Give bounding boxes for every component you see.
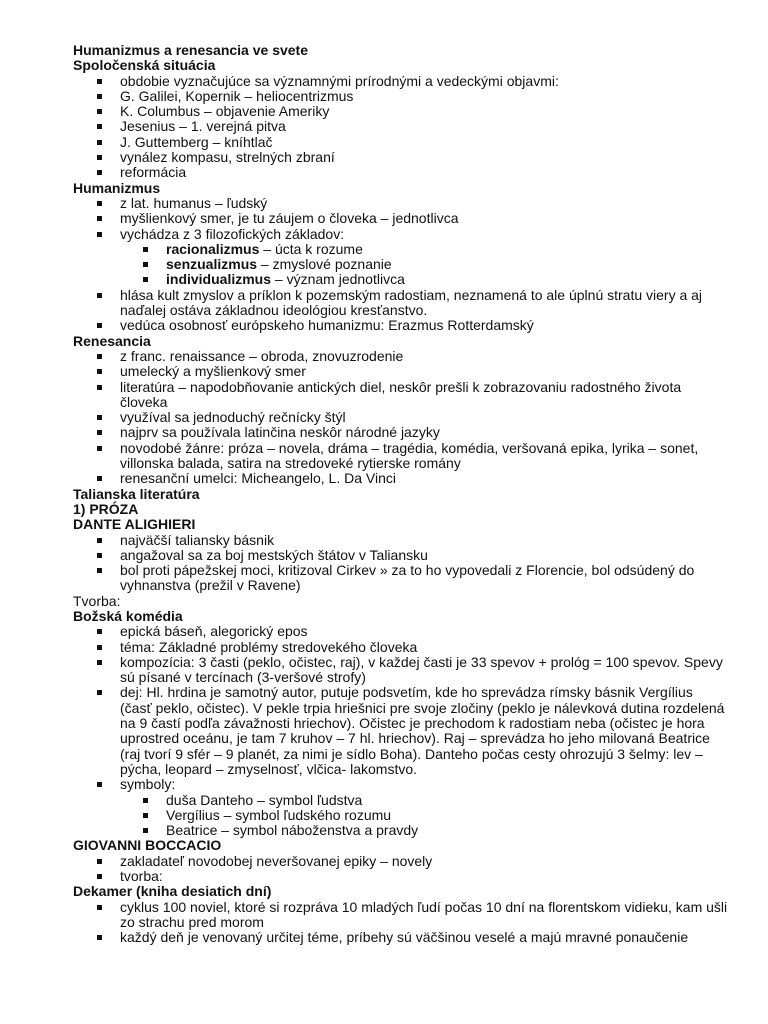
list-item: J. Guttemberg – kníhtlač [73,135,728,150]
boccaccio-list [73,854,728,885]
work-title-decameron: Dekamer (kniha desiatich dní) [73,883,272,900]
humanism-list-2 [73,288,728,334]
list-item: každý deň je venovaný určitej téme, príbehy sú väčšinou veselé a majú mravné ponaučenie [73,930,728,945]
list-item: symboly: [73,777,728,792]
list-item: hlása kult zmyslov a príklon k pozemským radostiam, neznamená to ale úplnú stratu viery a aj naďalej ostáva základnou ideológiou kresťanstvo. [73,288,728,319]
list-item: umelecký a myšlienkový smer [73,364,728,379]
section-heading-social: Spoločenská situácia [73,57,216,74]
list-item: Jesenius – 1. verejná pitva [73,119,728,134]
list-item: zakladateľ novodobej neveršovanej epiky – novely [73,854,728,869]
list-item: G. Galilei, Kopernik – heliocentrizmus [73,89,728,104]
list-item: z franc. renaissance – obroda, znovuzrodenie [73,349,728,364]
list-item: reformácia [73,165,728,180]
list-item: dej: Hl. hrdina je samotný autor, putuje podsvetím, kde ho sprevádza rímsky básnik Vergílius (časť peklo, očistec). V pekle trpia hriešnici pre svoje zločiny (peklo je nálevková dutina rozdelená na 9 častí podľa závažnosti hriechov). Očistec je prechodom k radostiam neba (očistec je hora uprostred oceánu, je tam 7 kruhov – 7 hl. hriechov). Raj – sprevádza ho jeho milovaná Beatrice (raj tvorí 9 sfér – 9 planét, za nimi je sídlo Boha). Danteho počas cesty ohrozujú 3 šelmy: lev – pýcha, leopard – zmyselnosť, vlčica- lakomstvo. [73,685,728,777]
humanism-list [73,196,728,242]
list-item: téma: Základné problémy stredovekého človeka [73,640,728,655]
document-title: Humanizmus a renesancia ve svete [73,42,309,58]
tvorba-label: Tvorba: [73,592,121,609]
sublist-item [73,272,728,287]
section-heading-renaissance: Renesancia [73,332,151,349]
term: racionalizmus [166,240,260,257]
list-item: vynález kompasu, strelných zbraní [73,150,728,165]
list-item: využíval sa jednoduchý rečnícky štýl [73,410,728,425]
list-item: renesanční umelci: Micheangelo, L. Da Vinci [73,471,728,486]
author-boccaccio: GIOVANNI BOCCACIO [73,837,222,854]
decameron-list [73,900,728,946]
list-item: kompozícia: 3 časti (peklo, očistec, raj), v každej časti je 33 spevov + prológ = 100 spevov. Spevy sú písané v tercínach (3-veršové strofy) [73,655,728,686]
subheading-prose: 1) PRÓZA [73,500,139,517]
sublist-item [73,242,728,257]
list-item: obdobie vyznačujúce sa významnými prírodnými a vedeckými objavmi: [73,74,728,89]
work-title-comedy: Božská komédia [73,607,183,624]
section-heading-italian: Talianska literatúra [73,485,200,502]
term-desc: – zmyslové poznanie [257,256,392,273]
philosophy-sublist [73,242,728,288]
list-item: cyklus 100 noviel, ktoré si rozpráva 10 mladých ľudí počas 10 dní na florentskom vidieku, kam ušli zo strachu pred morom [73,900,728,931]
list-item: tvorba: [73,869,728,884]
list-item: literatúra – napodobňovanie antických diel, neskôr prešli k zobrazovaniu radostného života človeka [73,380,728,411]
social-list [73,74,728,181]
renaissance-list [73,349,728,487]
list-item: vychádza z 3 filozofických základov: [73,227,728,242]
sublist-item: duša Danteho – symbol ľudstva [73,793,728,808]
sublist-item [73,257,728,272]
list-item: najprv sa používala latinčina neskôr národné jazyky [73,425,728,440]
list-item: bol proti pápežskej moci, kritizoval Cirkev » za to ho vypovedali z Florencie, bol odsúdený do vyhnanstva (prežil v Ravene) [73,563,728,594]
comedy-list [73,624,728,792]
term: senzualizmus [166,256,258,273]
dante-list [73,533,728,594]
author-dante: DANTE ALIGHIERI [73,516,196,533]
list-item: vedúca osobnosť európskeho humanizmu: Erazmus Rotterdamský [73,318,728,333]
list-item: angažoval sa za boj mestských štátov v Taliansku [73,548,728,563]
sublist-item: Vergílius – symbol ľudského rozumu [73,808,728,823]
list-item: epická báseň, alegorický epos [73,624,728,639]
list-item: myšlienkový smer, je tu záujem o človeka – jednotlivca [73,211,728,226]
sublist-item: Beatrice – symbol náboženstva a pravdy [73,823,728,838]
term-desc: – úcta k rozume [259,240,363,257]
term-desc: – význam jednotlivca [271,271,405,288]
section-heading-humanism: Humanizmus [73,179,161,196]
list-item: K. Columbus – objavenie Ameriky [73,104,728,119]
list-item: novodobé žánre: próza – novela, dráma – tragédia, komédia, veršovaná epika, lyrika – sonet, villonska balada, satira na stredoveké rytierske romány [73,441,728,472]
list-item: najväčší taliansky básnik [73,533,728,548]
symbols-sublist [73,793,728,839]
term: individualizmus [166,271,272,288]
list-item: z lat. humanus – ľudský [73,196,728,211]
